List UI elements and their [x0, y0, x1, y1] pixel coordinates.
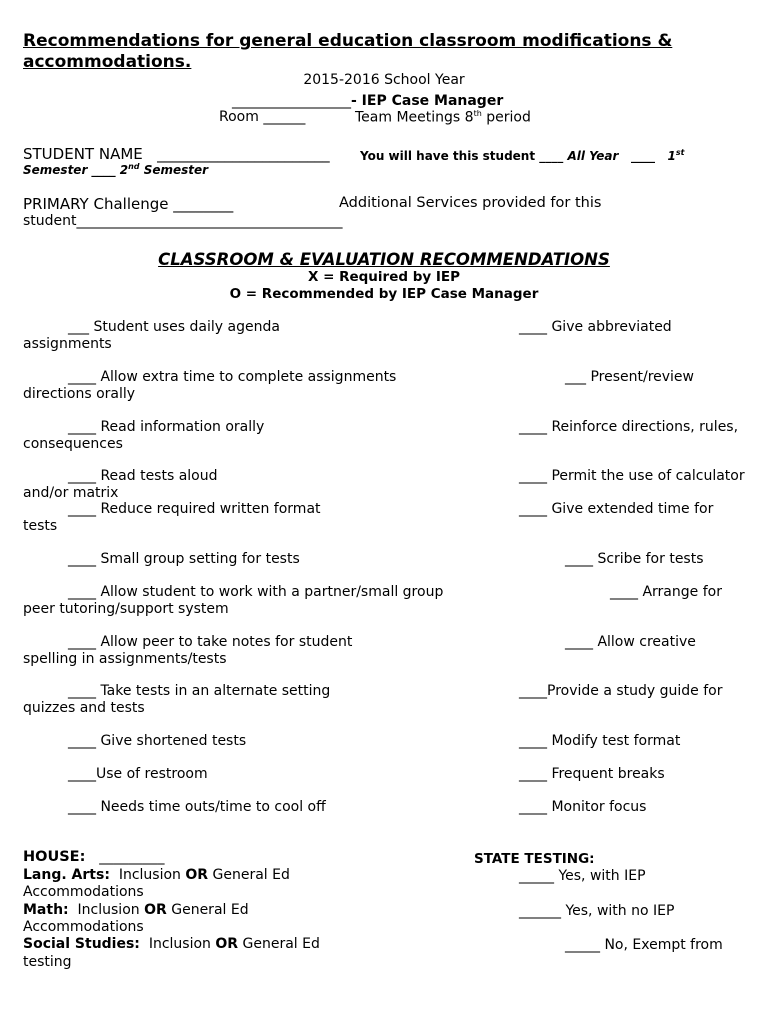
rec-daily-agenda: ___ Student uses daily agenda	[68, 319, 280, 335]
rec-extra-time: ____ Allow extra time to complete assignments	[68, 369, 397, 385]
accommodations-label: Accommodations	[23, 884, 144, 900]
rec-wrap-line: peer tutoring/support system	[23, 601, 229, 617]
rec-alternate-setting: ____ Take tests in an alternate setting	[68, 683, 331, 699]
rec-scribe: ____ Scribe for tests	[565, 551, 704, 567]
student-name-label: STUDENT NAME	[23, 145, 143, 163]
house-label: HOUSE:	[23, 849, 86, 865]
rec-wrap-line: and/or matrix	[23, 485, 119, 501]
room-field: Room ______	[219, 109, 306, 125]
team-meetings-period: period	[481, 109, 531, 126]
social-studies-line	[23, 936, 320, 952]
general-ed-option: General Ed	[242, 936, 320, 952]
rec-read-tests-aloud: ____ Read tests aloud	[68, 468, 218, 484]
rec-wrap-line: assignments	[23, 336, 112, 352]
rec-modify-test-format: ____ Modify test format	[519, 733, 681, 749]
or-label: OR	[185, 867, 209, 883]
rec-present-review: ___ Present/review	[565, 369, 694, 385]
additional-services-line2: student______________________________________	[23, 213, 343, 229]
rec-wrap-line: tests	[23, 518, 58, 534]
rec-monitor-focus: ____ Monitor focus	[519, 799, 647, 815]
second-semester-sup: nd	[128, 162, 140, 171]
math-label: Math:	[23, 902, 69, 918]
additional-services-line1: Additional Services provided for this	[339, 195, 602, 211]
all-year-option: All Year	[567, 149, 619, 163]
rec-peer-notes: ____ Allow peer to take notes for student	[68, 634, 353, 650]
student-name-blank: _______________________	[157, 145, 330, 163]
have-student-line	[360, 148, 685, 163]
rec-arrange-peer-tutoring: ____ Arrange for	[610, 584, 722, 600]
rec-wrap-line: directions orally	[23, 386, 136, 402]
second-semester-num: 2	[119, 163, 129, 177]
lang-arts-label: Lang. Arts:	[23, 867, 110, 883]
rec-wrap-line: consequences	[23, 436, 123, 452]
rec-calculator: ____ Permit the use of calculator	[519, 468, 745, 484]
testing-label: testing	[23, 954, 72, 970]
general-ed-option: General Ed	[212, 867, 290, 883]
or-label: OR	[144, 902, 167, 918]
first-semester-num: 1	[667, 149, 676, 163]
team-meetings-sup: th	[473, 109, 482, 118]
math-line	[23, 902, 249, 918]
social-studies-label: Social Studies:	[23, 936, 140, 952]
first-semester-blank: ____	[631, 149, 655, 163]
rec-time-outs: ____ Needs time outs/time to cool off	[68, 799, 326, 815]
inclusion-option: Inclusion	[77, 902, 140, 918]
rec-reduce-written: ____ Reduce required written format	[68, 501, 321, 517]
rec-wrap-line: spelling in assignments/tests	[23, 651, 227, 667]
team-meetings	[355, 109, 531, 126]
rec-abbreviated-assignments: ____ Give abbreviated	[519, 319, 672, 335]
case-manager-blank: _________________	[232, 93, 351, 109]
rec-creative-spelling: ____ Allow creative	[565, 634, 696, 650]
student-name-line	[23, 145, 330, 163]
rec-study-guide: ____Provide a study guide for	[519, 683, 723, 699]
team-meetings-text: Team Meetings 8	[355, 109, 474, 126]
lang-arts-line	[23, 867, 290, 883]
have-student-label: You will have this student ____	[360, 149, 564, 163]
rec-wrap-line: quizzes and tests	[23, 700, 145, 716]
legend-recommended: O = Recommended by IEP Case Manager	[229, 286, 539, 302]
legend-required: X = Required by IEP	[307, 269, 461, 285]
section-title: CLASSROOM & EVALUATION RECOMMENDATIONS	[158, 250, 610, 269]
first-semester-sup: st	[675, 148, 685, 157]
rec-small-group: ____ Small group setting for tests	[68, 551, 300, 567]
semester-line	[23, 162, 208, 177]
school-year: 2015-2016 School Year	[303, 72, 465, 88]
state-testing-label: STATE TESTING:	[474, 851, 595, 867]
rec-reinforce-directions: ____ Reinforce directions, rules,	[519, 419, 739, 435]
rec-frequent-breaks: ____ Frequent breaks	[519, 766, 665, 782]
case-manager-label: - IEP Case Manager	[351, 93, 504, 109]
semester-first-label: Semester ____	[23, 163, 116, 177]
rec-extended-time: ____ Give extended time for	[519, 501, 714, 517]
accommodations-label: Accommodations	[23, 919, 144, 935]
inclusion-option: Inclusion	[118, 867, 181, 883]
general-ed-option: General Ed	[171, 902, 249, 918]
yes-with-no-iep: ______ Yes, with no IEP	[519, 903, 675, 919]
document-title-line1: Recommendations for general education classroom modifications &	[23, 31, 673, 51]
rec-partner-work: ____ Allow student to work with a partner/small group	[68, 584, 444, 600]
semester-second-label: Semester	[143, 163, 209, 177]
rec-read-orally: ____ Read information orally	[68, 419, 265, 435]
primary-challenge: PRIMARY Challenge ________	[23, 195, 234, 213]
rec-shortened-tests: ____ Give shortened tests	[68, 733, 247, 749]
yes-with-iep: _____ Yes, with IEP	[519, 868, 646, 884]
house-blank: _________	[99, 849, 165, 865]
rec-restroom: ____Use of restroom	[68, 766, 208, 782]
no-exempt: _____ No, Exempt from	[565, 937, 723, 953]
house-line	[23, 849, 164, 865]
inclusion-option: Inclusion	[148, 936, 211, 952]
document-title-line2: accommodations.	[23, 52, 192, 72]
or-label: OR	[215, 936, 239, 952]
case-manager-line	[232, 90, 503, 109]
